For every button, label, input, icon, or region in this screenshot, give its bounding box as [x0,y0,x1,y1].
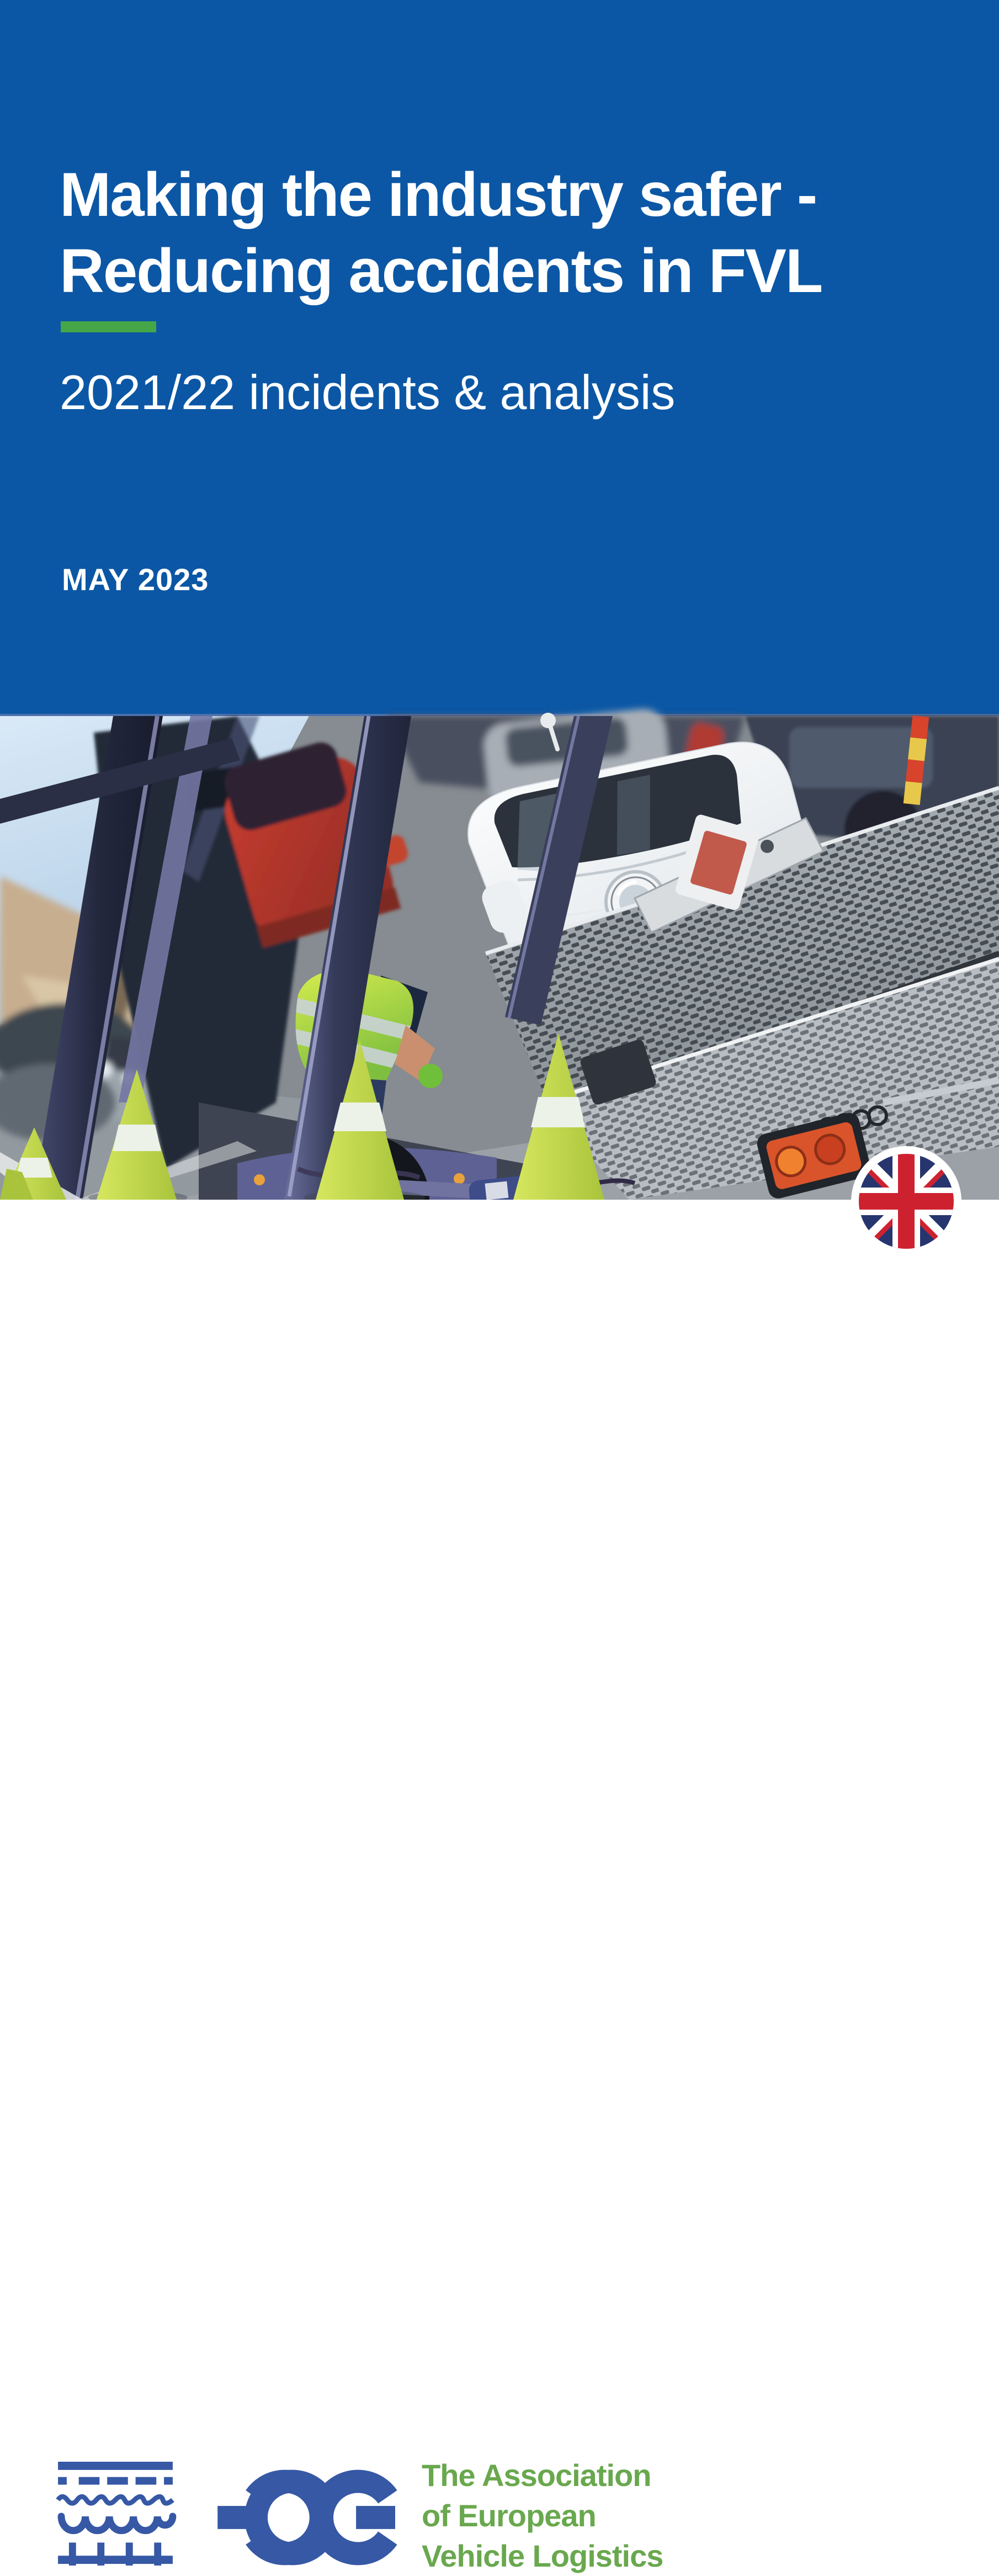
title-line-1: Making the industry safer - [60,160,817,229]
ecg-wordmark [185,2466,406,2569]
uk-flag-icon [850,1145,963,1258]
cover-footer [0,1200,999,2573]
ecg-tagline [422,2455,663,2576]
publication-date: MAY 2023 [62,562,209,597]
cover-photo [0,714,999,1200]
page-title [60,157,921,309]
tagline-line-1: The Association [422,2458,651,2493]
title-line-2: Reducing accidents in FVL [60,236,822,305]
ecg-logo-icon [57,2462,173,2568]
cover-header [0,0,999,714]
cover-photo-illustration [0,716,999,1200]
tagline-line-2: of European [422,2498,596,2533]
green-accent-dash [61,321,156,332]
tagline-line-3: Vehicle Logistics [422,2538,663,2573]
subtitle: 2021/22 incidents & analysis [60,365,676,420]
